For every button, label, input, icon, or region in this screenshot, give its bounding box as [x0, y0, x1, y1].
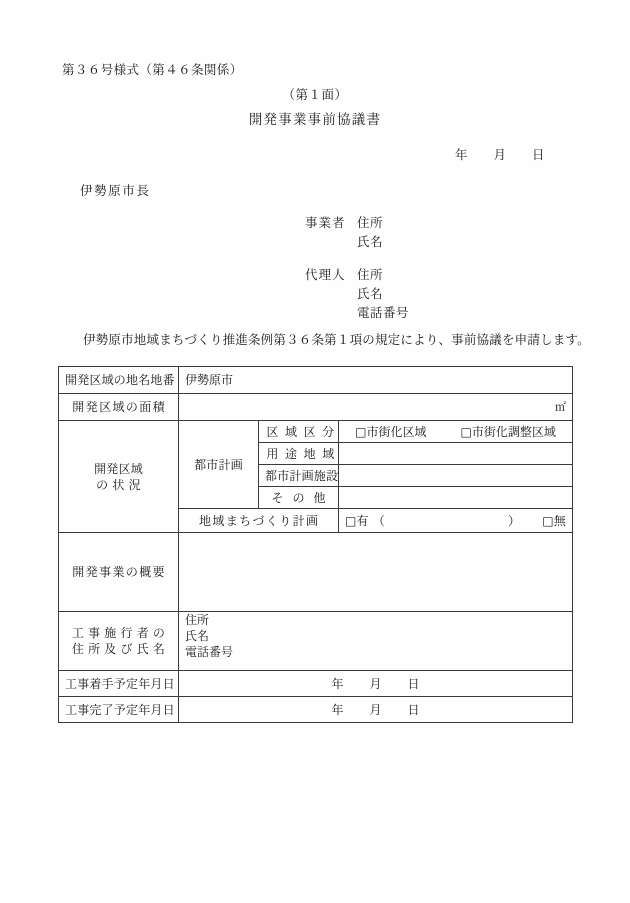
checkbox-urbanization-control-area[interactable]: □市街化調整区域	[460, 424, 556, 439]
start-date-label: 工事着手予定年月日	[59, 671, 179, 697]
operator-address-label: 住所	[357, 215, 384, 230]
use-district-label: 用 途 地 域	[259, 443, 339, 465]
community-plan-label: 地域まちづくり計画	[179, 509, 339, 533]
submission-date-month: 月	[493, 147, 507, 162]
constructor-address-label: 住所	[185, 613, 210, 627]
end-date-month: 月	[369, 702, 382, 717]
table-row-project-outline	[59, 533, 573, 612]
checkbox-community-plan-no[interactable]: □無	[542, 513, 567, 528]
operator-name-label: 氏名	[357, 234, 384, 249]
location-value[interactable]: 伊勢原市	[179, 367, 573, 394]
agent-phone-row	[305, 303, 409, 322]
start-date-value-cell[interactable]	[179, 671, 573, 697]
city-plan-facility-label: 都市計画施設	[259, 465, 339, 487]
constructor-label-line2: 住 所 及 び 氏 名	[71, 642, 166, 656]
page-side-label: （第１面）	[282, 87, 348, 102]
start-date-day: 日	[407, 676, 420, 691]
addressee: 伊勢原市長	[80, 183, 151, 198]
status-label	[59, 421, 179, 533]
constructor-phone-label: 電話番号	[185, 645, 234, 659]
application-table	[58, 366, 573, 723]
end-date-label: 工事完了予定年月日	[59, 697, 179, 723]
table-row-end-date	[59, 697, 573, 723]
city-plan-facility-value[interactable]	[339, 465, 573, 487]
use-district-value[interactable]	[339, 443, 573, 465]
agent-address-label: 住所	[357, 267, 384, 282]
constructor-name-label: 氏名	[185, 629, 210, 643]
table-row-location	[59, 367, 573, 394]
agent-name-label: 氏名	[357, 286, 384, 301]
checkbox-community-plan-yes[interactable]: □有 （	[345, 513, 385, 528]
submission-date-line	[455, 145, 545, 163]
table-row-area	[59, 394, 573, 421]
area-label: 開発区域の面積	[59, 394, 179, 421]
checkbox-urbanization-area[interactable]: □市街化区域	[355, 424, 427, 439]
agent-phone-label: 電話番号	[357, 305, 410, 320]
agent-block	[305, 265, 409, 322]
area-unit: ㎡	[555, 400, 567, 414]
constructor-value-cell[interactable]	[179, 612, 573, 671]
form-number: 第３６号様式（第４６条関係）	[62, 62, 243, 77]
table-row-zone-division	[59, 421, 573, 443]
table-row-start-date	[59, 671, 573, 697]
other-label: そ の 他	[259, 487, 339, 509]
operator-name-row	[305, 232, 383, 251]
agent-role-label: 代理人	[305, 267, 346, 282]
constructor-label-line1: 工 事 施 行 者 の	[71, 626, 166, 640]
end-date-value-cell[interactable]	[179, 697, 573, 723]
location-label: 開発区域の地名地番	[59, 367, 179, 394]
operator-block	[305, 213, 383, 251]
operator-role-label: 事業者	[305, 215, 346, 230]
other-value[interactable]	[339, 487, 573, 509]
end-date-day: 日	[407, 702, 420, 717]
community-plan-paren-close: ）	[508, 513, 521, 528]
community-plan-value-cell[interactable]	[339, 509, 573, 533]
zone-division-value-cell[interactable]	[339, 421, 573, 443]
start-date-year: 年	[331, 676, 344, 691]
agent-address-row	[305, 265, 409, 284]
status-label-line1: 開発区域	[94, 461, 143, 476]
agent-name-row	[305, 284, 409, 303]
submission-date-year: 年	[455, 147, 468, 162]
project-outline-label: 開発事業の概要	[59, 533, 179, 612]
submission-date-day: 日	[532, 147, 545, 162]
zone-division-label: 区 域 区 分	[259, 421, 339, 443]
project-outline-value[interactable]	[179, 533, 573, 612]
operator-address-row	[305, 213, 383, 232]
start-date-month: 月	[369, 676, 382, 691]
area-value-cell[interactable]	[179, 394, 573, 421]
constructor-label	[59, 612, 179, 671]
end-date-year: 年	[331, 702, 344, 717]
document-title: 開発事業事前協議書	[248, 112, 382, 128]
application-statement: 伊勢原市地域まちづくり推進条例第３６条第１項の規定により、事前協議を申請します。	[83, 332, 590, 347]
status-label-line2: の 状 況	[96, 477, 141, 492]
city-plan-label: 都市計画	[179, 421, 259, 509]
table-row-constructor	[59, 612, 573, 671]
